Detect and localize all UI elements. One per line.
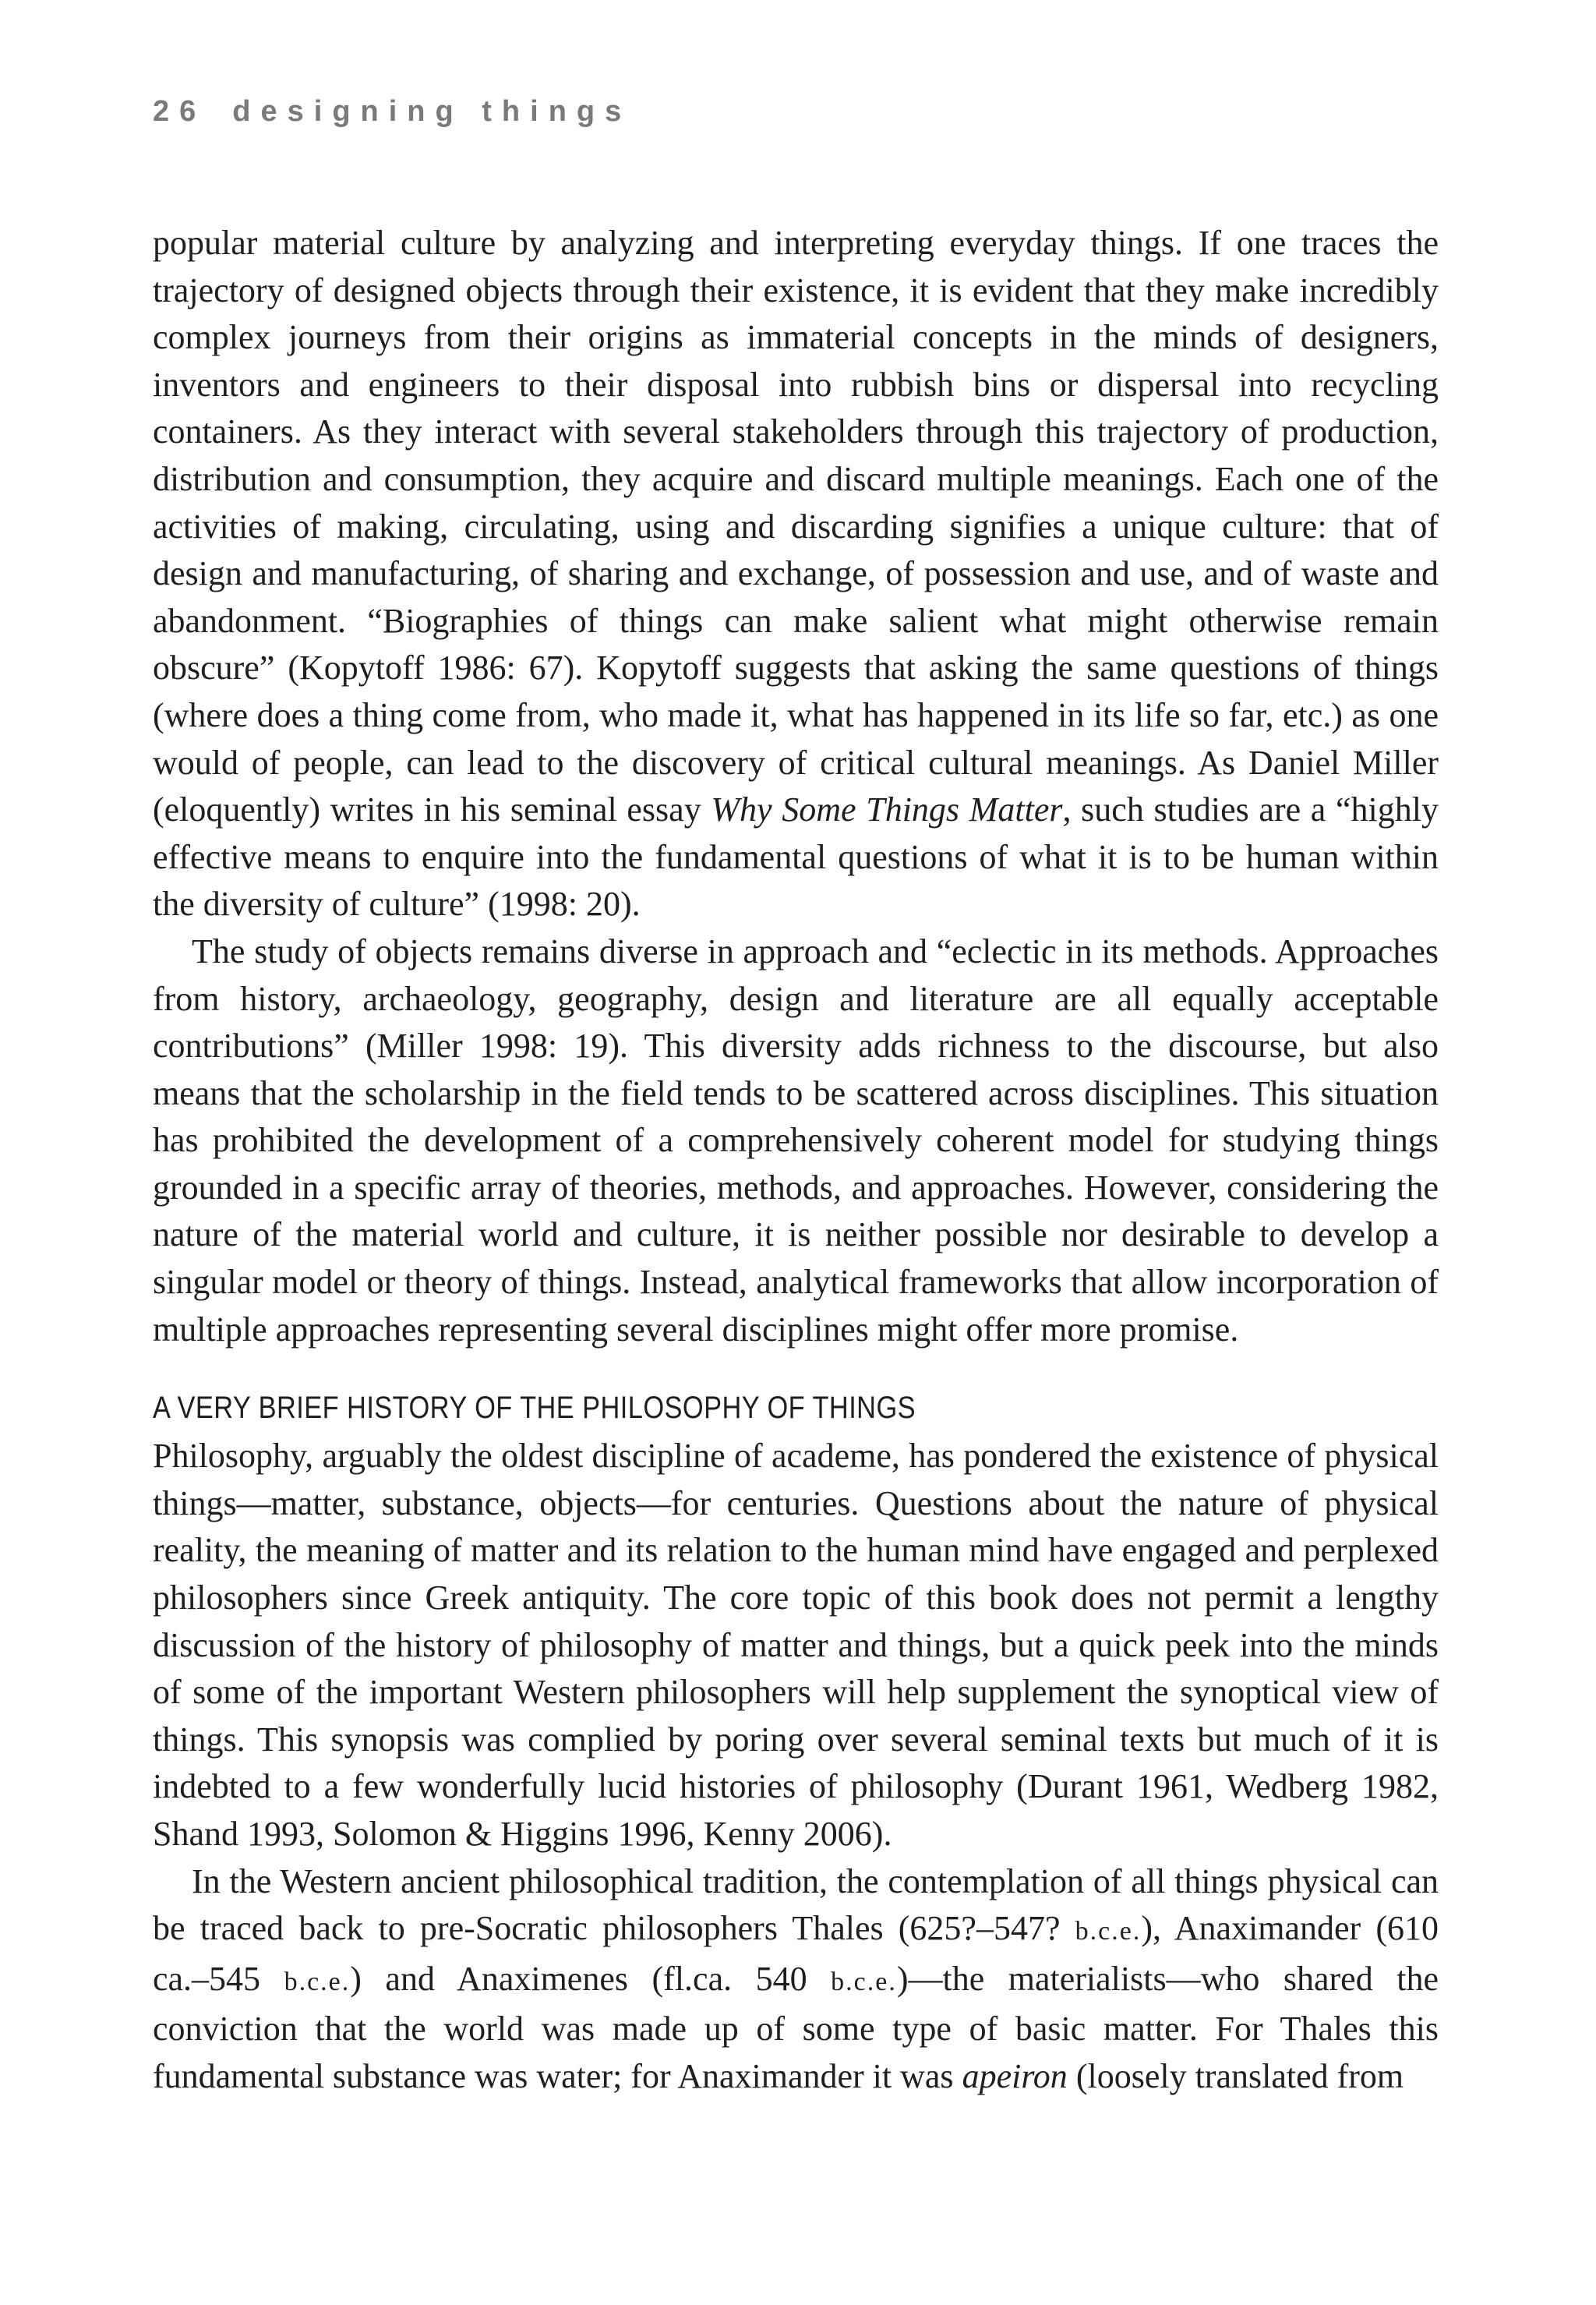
paragraph-4-text-e: (loosely translated from: [1067, 2056, 1404, 2095]
era-abbreviation: b.c.e.: [1075, 1917, 1142, 1946]
paragraph-2: The study of objects remains diverse in approach and “eclectic in its methods. Approaches from history, archaeology, geography, design and literature are all equally acceptable contributions” (Miller 1998: 19). This diversity adds richness to the discourse, but also means that the scholarship in the field tends to be scattered across disciplines. This situation has prohibited the development of a comprehensively coherent model for studying things grounded in a specific array of theories, methods, and approaches. However, considering the nature of the material world and culture, it is neither possible nor desirable to develop a singular model or theory of things. Instead, analytical frameworks that allow incorporation of multiple approaches representing several disciplines might offer more promise.: [153, 932, 1439, 1349]
paragraph-4-text-a: In the Western ancient philosophical tradition, the contemplation of all things physical can be traced back to pre-Socratic philosophers Thales (625?–547?: [153, 1861, 1439, 1948]
paragraph-1: [153, 220, 1439, 928]
paragraph-4-text-c: ) and Anaximenes (fl.ca. 540: [350, 1959, 832, 1998]
era-abbreviation: b.c.e.: [284, 1967, 351, 1996]
cited-essay-title: Why Some Things Matter: [711, 790, 1063, 829]
paragraph-4-text-d: )—the materialists—who shared the conviction that the world was made up of some type of basic matter. For Thales this fundamental substance was water; for Anaximander it was: [153, 1959, 1439, 2095]
page-number: 26: [153, 95, 207, 128]
era-abbreviation: b.c.e.: [831, 1967, 897, 1996]
greek-term: apeiron: [962, 2056, 1068, 2095]
main-text: [153, 220, 1439, 2101]
paragraph-4-text-b: ), Anaximander (610 ca.–545: [153, 1909, 1439, 1998]
paragraph-3: Philosophy, arguably the oldest discipline of academe, has pondered the existence of physical things—matter, substance, objects—for centuries. Questions about the nature of physical reality, the meaning of matter and its relation to the human mind have engaged and perplexed philosophers since Greek antiquity. The core topic of this book does not permit a lengthy discussion of the history of philosophy of matter and things, but a quick peek into the minds of some of the important Western philosophers will help supplement the synoptical view of things. This synopsis was complied by poring over several seminal texts but much of it is indebted to a few wonderfully lucid histories of philosophy (Durant 1961, Wedberg 1982, Shand 1993, Solomon & Higgins 1996, Kenny 2006).: [153, 1437, 1439, 1853]
running-head: [153, 95, 631, 129]
paragraph-4: [153, 1858, 1439, 2101]
section-heading: A VERY BRIEF HISTORY OF THE PHILOSOPHY OF THINGS: [153, 1391, 916, 1426]
paragraph-1-text-b: , such studies are a “highly effective means to enquire into the fundamental questions of what it is to be human within the diversity of culture” (1998: 20).: [153, 790, 1439, 924]
paragraph-1-text-a: popular material culture by analyzing and interpreting everyday things. If one traces the trajectory of designed objects through their existence, it is evident that they make incredibly complex journeys from their origins as immaterial concepts in the minds of designers, inventors and engineers to their disposal into rubbish bins or dispersal into recycling containers. As they interact with several stakeholders through this trajectory of production, distribution and consumption, they acquire and discard multiple meanings. Each one of the activities of making, circulating, using and discarding signifies a unique culture: that of design and manufacturing, of sharing and exchange, of possession and use, and of waste and abandonment. “Biographies of things can make salient what might otherwise remain obscure” (Kopytoff 1986: 67). Kopytoff suggests that asking the same questions of things (where does a thing come from, who made it, what has happened in its life so far, etc.) as one would of people, can lead to the discovery of critical cultural meanings. As Daniel Miller (eloquently) writes in his seminal essay: [153, 224, 1439, 829]
book-title: designing things: [232, 95, 632, 128]
